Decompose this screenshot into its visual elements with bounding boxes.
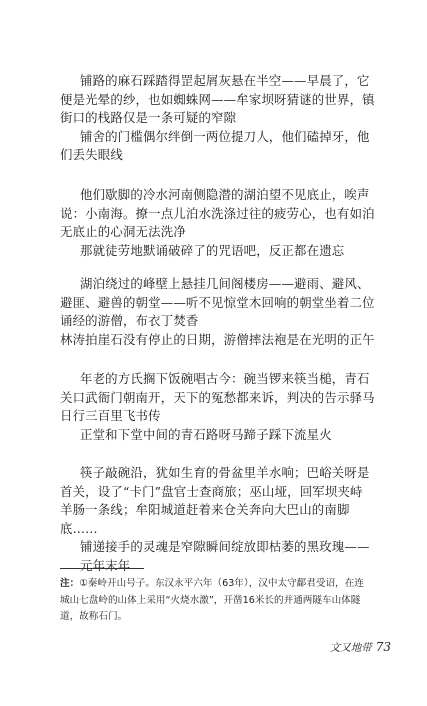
poem-line: 铺路的麻石踩踏得罡起屑灰悬在半空——早晨了，它便是光晕的纱，也如蜘蛛网——牟家坝呀猜谜的世界，镇街口的栈路仅是一条可疑的窄隙 bbox=[60, 73, 375, 125]
stanza-5 bbox=[60, 464, 375, 575]
page-footer bbox=[330, 640, 391, 655]
poem-line: 正堂和下堂中间的青石路呀马蹄子踩下流星火 bbox=[80, 426, 332, 442]
footnote bbox=[60, 576, 372, 626]
poem-line: 年老的方氏搁下饭碗唱古今：碗当锣来筷当槌，青石关口武衙门朝南开，天下的冤愁都来诉，判决的告示驿马日行三百里飞书传 bbox=[60, 371, 375, 423]
stanza-3 bbox=[60, 275, 375, 349]
poem-line: 湖泊绕过的峰壁上悬挂几间阁楼房——避雨、避风、避匪、避兽的朝堂——听不见惊堂木回响的朝堂坐着二位诵经的游僧，布衣丁焚香 bbox=[60, 276, 375, 328]
page-number: 73 bbox=[375, 640, 391, 654]
poem-line: 铺舍的门槛偶尔绊倒一两位提刀人，他们磕掉牙，他们丢失眼线 bbox=[60, 128, 370, 162]
footnote-text: ①秦岭开山号子。东汉永平六年（63年），汉中太守鄐君受诏，在连城山七盘岭的山体上采用“火烧水激”，开凿16米长的并通两隧车山体隧道，故称石门。 bbox=[60, 578, 364, 622]
poem-line: 林涛拍崖石没有停止的日期，游僧摔法袍是在光明的正午 bbox=[60, 331, 375, 347]
stanza-2 bbox=[60, 186, 375, 260]
poem-line: 铺递接手的灵魂是窄隙瞬间绽放即枯萎的黑玫瑰—— bbox=[80, 539, 370, 554]
footnote-divider bbox=[60, 568, 144, 569]
stanza-4 bbox=[60, 370, 375, 444]
poem-line: 元年末年 bbox=[80, 557, 131, 573]
poem-line: 那就徒劳地默诵破碎了的咒语吧，反正都在遗忘 bbox=[80, 242, 345, 258]
poem-line: 他们歇脚的冷水河南侧隐潜的湖泊望不见底止，唉声说：小南海。撩一点儿泊水洗涤过往的疲劳心，也有如泊无底止的心洞无法洗净 bbox=[60, 187, 375, 239]
stanza-1 bbox=[60, 72, 375, 165]
section-title: 文又地带 bbox=[329, 642, 372, 654]
footnote-label: 注： bbox=[60, 578, 80, 589]
poem-line: 筷子敲碗沿，犹如生育的骨盆里羊水响；巴峪关呀是首关，设了“卡门”盘官士查商旅；巫山垭，回军坝夹峙羊肠一条线；牟阳城道赶着来仓关奔向大巴山的南脚底…… bbox=[60, 465, 370, 536]
